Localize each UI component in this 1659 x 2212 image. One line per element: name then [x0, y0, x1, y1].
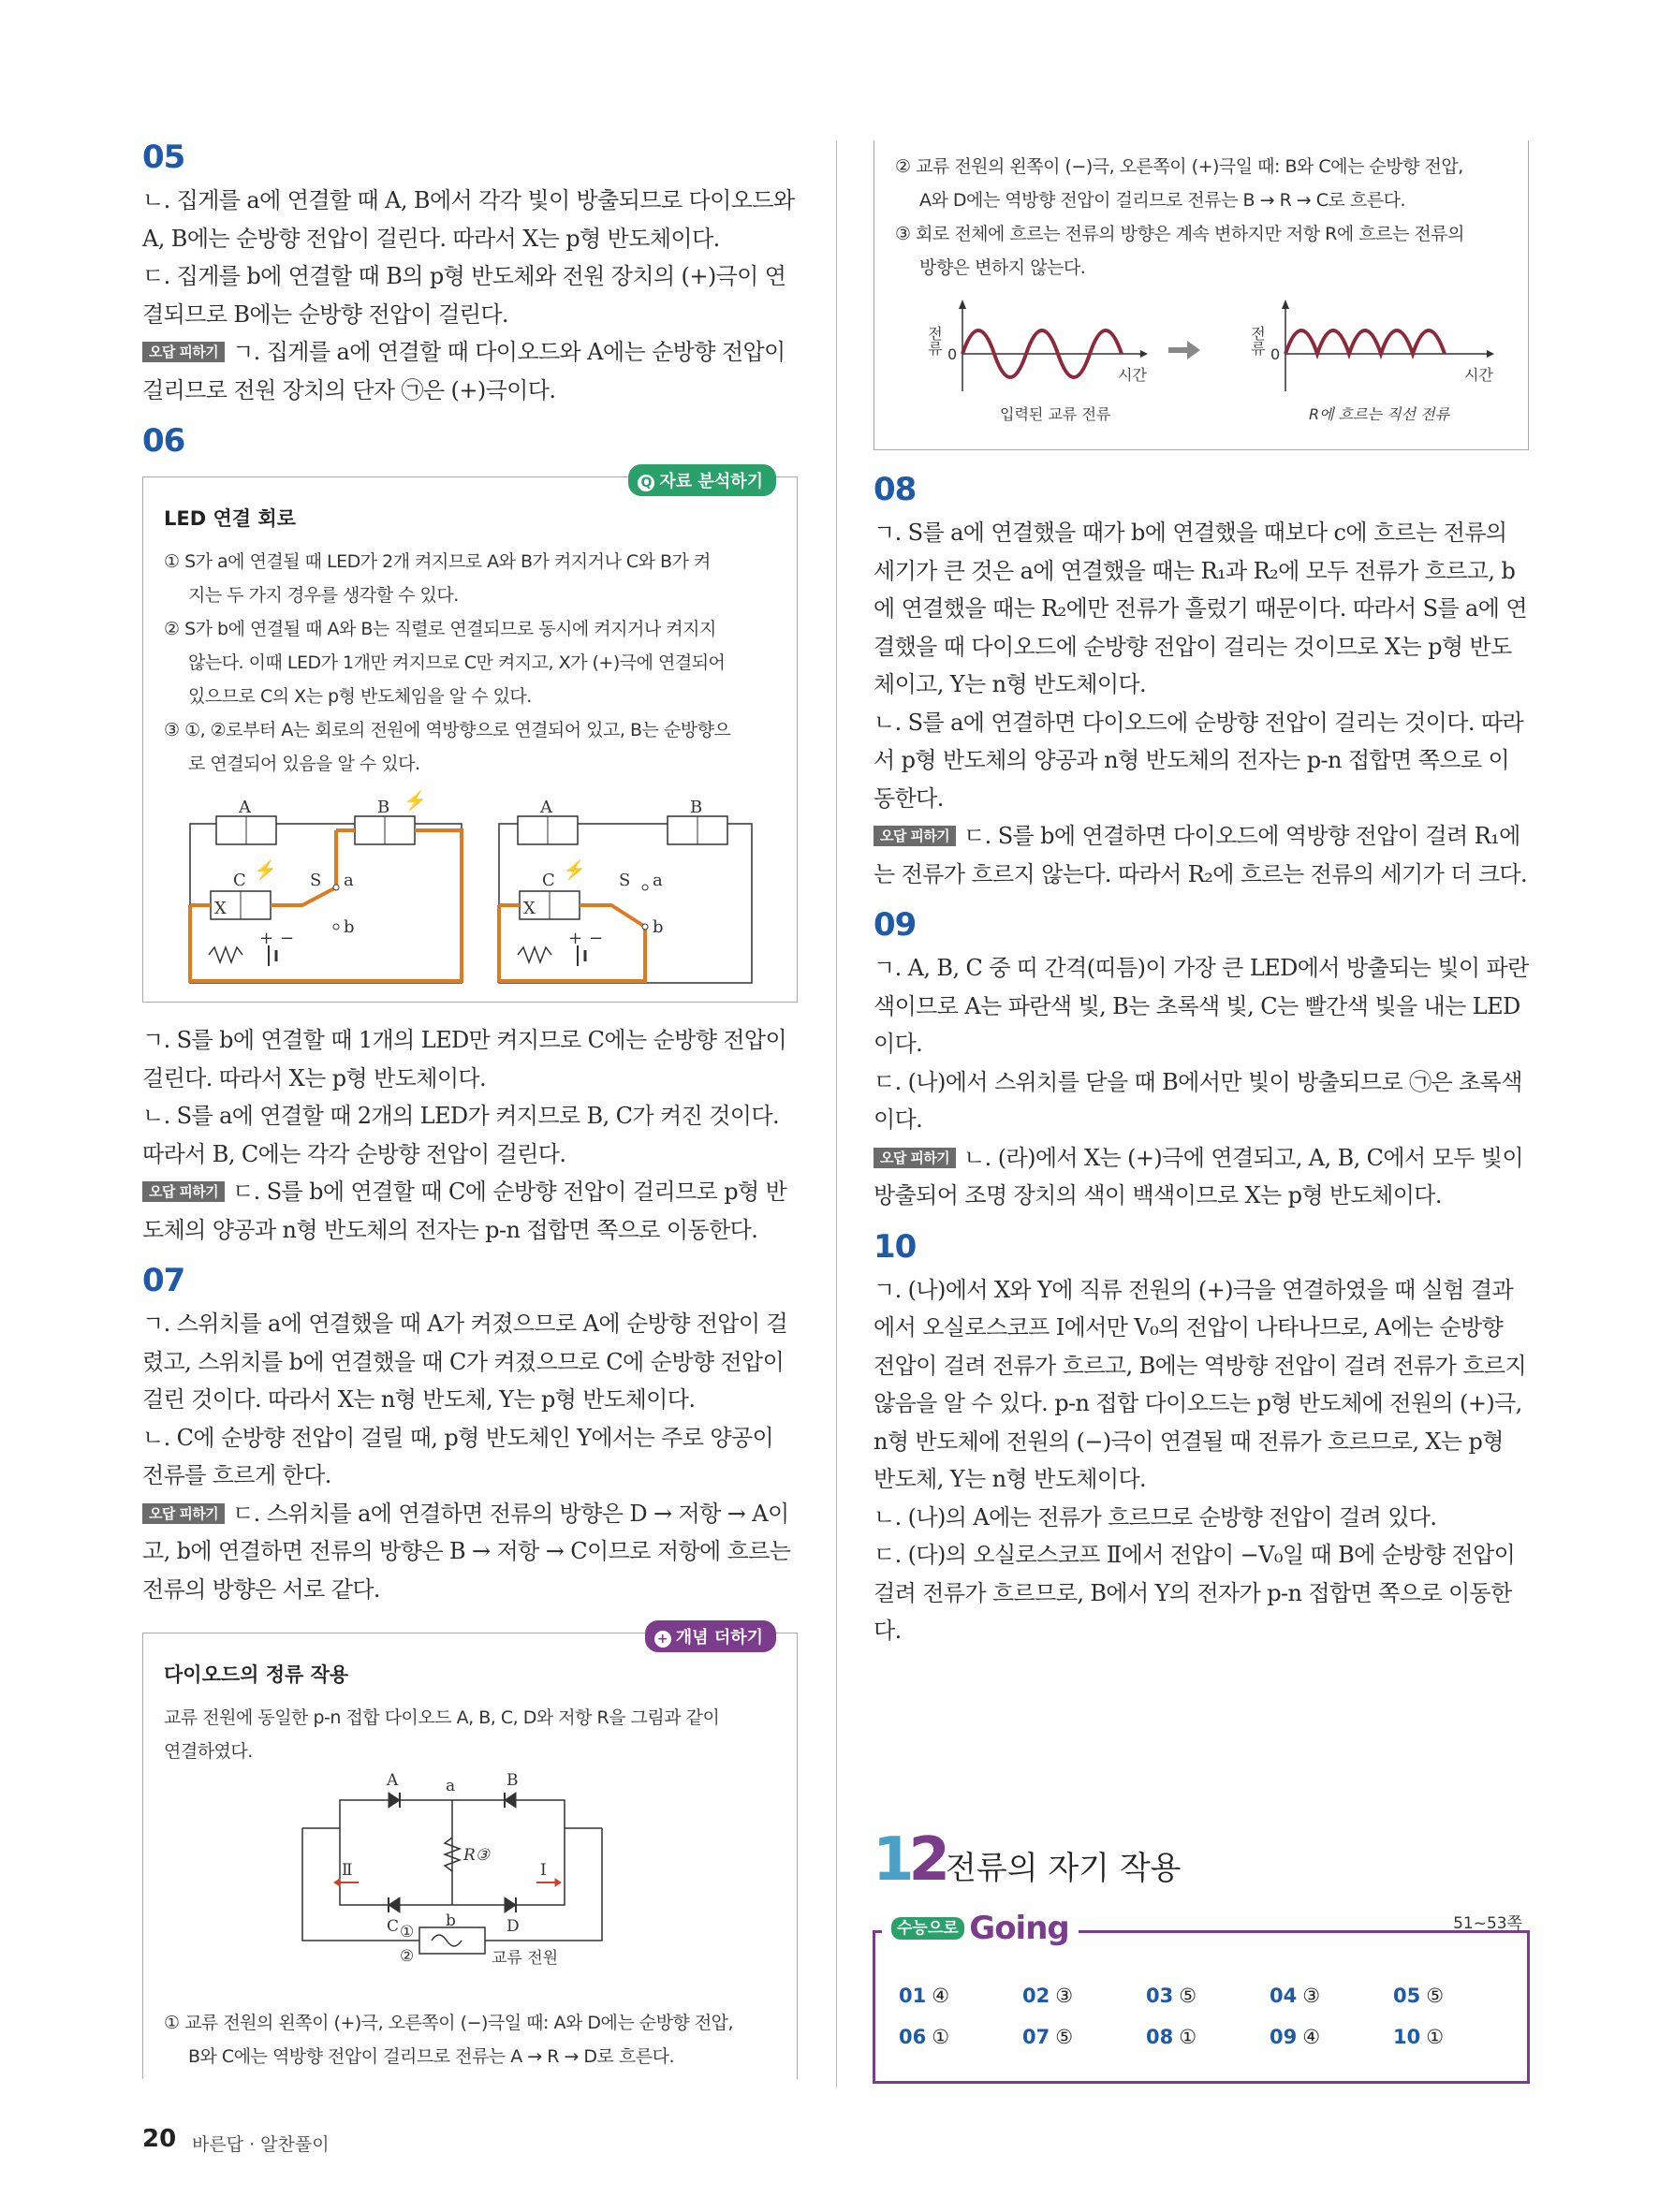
q07-box-line: A와 D에는 역방향 전압이 걸리므로 전류는 B → R → C로 흐른다. [919, 190, 1406, 211]
answer-item: 01 ④ [899, 1985, 950, 2007]
circuit-label: + [259, 929, 274, 948]
circuit-label: S [310, 871, 322, 890]
q06-box-title: LED 연결 회로 [164, 507, 296, 530]
answer-item: 09 ④ [1270, 2026, 1321, 2048]
circuit-label: C [233, 871, 246, 890]
diagram-label: Ⅱ [342, 1861, 353, 1880]
answer-item: 10 ① [1393, 2026, 1445, 2048]
answer-row [899, 2026, 1517, 2067]
q06-para3: 오답 피하기 ㄷ. S를 b에 연결할 때 C에 순방향 전압이 걸리므로 p형 반도체의 양공과 n형 반도체의 전자는 p-n 접합면 쪽으로 이동한다. [142, 1179, 787, 1243]
q07-box-line: ③ 회로 전체에 흐르는 전류의 방향은 계속 변하지만 저항 R에 흐르는 전류의 [895, 224, 1464, 244]
diagram-label: ① [400, 1923, 415, 1941]
q07-para3: 오답 피하기 ㄷ. 스위치를 a에 연결하면 전류의 방향은 D → 저항 → A이고, b에 연결하면 전류의 방향은 B → 저항 → C이므로 저항에 흐르는 전류의 방향은 서로 같다. [142, 1500, 791, 1603]
light-glow-icon: ⚡ [404, 789, 427, 812]
q06-para1: ㄱ. S를 b에 연결할 때 1개의 LED만 켜지므로 C에는 순방향 전압이 걸린다. 따라서 X는 p형 반도체이다. [142, 1027, 787, 1091]
diagram-label: A [387, 1771, 399, 1790]
q06-analysis-box [142, 472, 798, 1003]
q10-para2: ㄴ. (나)의 A에는 전류가 흐르므로 순방향 전압이 걸려 있다. [874, 1503, 1437, 1531]
magnifier-icon: Q [638, 475, 654, 491]
graph-ylabel: 전류 [925, 326, 944, 356]
q07-box-line: 교류 전원에 동일한 p-n 접합 다이오드 A, B, C, D와 저항 R을 그림과 같이 [164, 1707, 720, 1728]
circuit-label: b [344, 917, 355, 937]
circuit-label: − [280, 929, 295, 948]
graph-caption: R에 흐르는 직선 전류 [1309, 405, 1450, 423]
led-circuit-2 [499, 798, 752, 983]
chapter-number: 12 [873, 1825, 946, 1895]
left-column [142, 131, 798, 2079]
rectification-graphs [888, 298, 1524, 438]
q09-para1: ㄱ. A, B, C 중 띠 간격(띠틈)이 가장 큰 LED에서 방출되는 빛이 파란색이므로 A는 파란색 빛, B는 초록색 빛, C는 빨간색 빛을 내는 LED이다. [874, 955, 1529, 1057]
diagram-label: Ⅰ [540, 1861, 547, 1880]
q05-wrong-tag: 오답 피하기 [142, 342, 225, 362]
concept-plus-badge: + 개념 더하기 [645, 1620, 776, 1652]
graph-xlabel: 시간 [1464, 366, 1493, 384]
data-analysis-badge: Q 자료 분석하기 [628, 464, 776, 496]
diagram-label: 교류 전원 [492, 1949, 559, 1968]
q09-wrong-tag: 오답 피하기 [874, 1148, 956, 1168]
light-glow-icon: ⚡ [563, 858, 586, 881]
graph-ylabel: 전류 [1248, 326, 1267, 356]
graph-zero: 0 [947, 345, 958, 363]
graph-zero: 0 [1270, 345, 1281, 363]
q09-number: 09 [874, 906, 917, 944]
answer-key-box [873, 1910, 1528, 2087]
page-number: 20 [142, 2125, 177, 2153]
q06-para2: ㄴ. S를 a에 연결할 때 2개의 LED가 켜지므로 B, C가 켜진 것이다. 따라서 B, C에는 각각 순방향 전압이 걸린다. [142, 1103, 780, 1167]
q08-para3: 오답 피하기 ㄷ. S를 b에 연결하면 다이오드에 역방향 전압이 걸려 R₁에는 전류가 흐르지 않는다. 따라서 R₂에 흐르는 전류의 세기가 더 크다. [874, 823, 1528, 887]
q06-box-line: 있으므로 C의 X는 p형 반도체임을 알 수 있다. [188, 686, 532, 707]
diagram-label: C [387, 1917, 400, 1936]
answer-item: 07 ⑤ [1022, 2026, 1074, 2048]
answer-item: 06 ① [899, 2026, 950, 2048]
q07-concept-box-continued [874, 140, 1529, 450]
answer-item: 05 ⑤ [1393, 1985, 1445, 2007]
chapter-header [873, 1825, 1182, 1895]
answer-item: 03 ⑤ [1146, 1985, 1197, 2007]
diagram-label: B [507, 1771, 519, 1790]
q09-para3: 오답 피하기 ㄴ. (라)에서 X는 (+)극에 연결되고, A, B, C에서 모두 빛이 방출되어 조명 장치의 색이 백색이므로 X는 p형 반도체이다. [874, 1144, 1523, 1209]
q07-box-line: 연결하였다. [164, 1741, 253, 1762]
plus-icon: + [654, 1631, 671, 1648]
circuit-label: a [653, 871, 663, 890]
diagram-label: R③ [463, 1846, 491, 1865]
q06-box-line: ③ ①, ②로부터 A는 회로의 전원에 역방향으로 연결되어 있고, B는 순방향으 [164, 720, 731, 740]
circuit-label: S [619, 871, 631, 890]
circuit-label: − [589, 929, 604, 948]
q07-para2: ㄴ. C에 순방향 전압이 걸릴 때, p형 반도체인 Y에서는 주로 양공이 전류를 흐르게 한다. [142, 1424, 774, 1488]
q10-number: 10 [874, 1227, 917, 1266]
circuit-label: B [377, 798, 390, 817]
circuit-label: A [239, 798, 251, 817]
q07-number: 07 [142, 1262, 185, 1299]
q07-box-line: ② 교류 전원의 왼쪽이 (−)극, 오른쪽이 (+)극일 때: B와 C에는 순방향 전압, [895, 156, 1463, 177]
diagram-label: b [446, 1912, 456, 1930]
q08-para1: ㄱ. S를 a에 연결했을 때가 b에 연결했을 때보다 c에 흐르는 전류의 세기가 큰 것은 a에 연결했을 때는 R₁과 R₂에 모두 전류가 흐르고, b에 연결했을 때는 R₂에만 전류가 흘렀기 때문이다. 따라서 S를 a에 연결했을 때 다이오드에 순방향 전압이 걸리는 것이므로 X는 p형 반도체이고, Y는 n형 반도체이다. [874, 520, 1527, 697]
answer-item: 08 ① [1146, 2026, 1197, 2048]
circuit-label: A [540, 798, 552, 817]
q06-number: 06 [142, 422, 185, 460]
going-logo: 수능으로 Going [882, 1910, 1079, 1947]
circuit-label: b [653, 917, 664, 937]
led-circuit-1 [190, 789, 462, 983]
circuit-label: X [523, 899, 536, 918]
q06-box-line: 지는 두 가지 경우를 생각할 수 있다. [188, 585, 459, 606]
circuit-label: B [690, 798, 703, 817]
diagram-label: ② [400, 1947, 415, 1966]
graph-caption: 입력된 교류 전류 [1000, 405, 1111, 423]
q07-para1: ㄱ. 스위치를 a에 연결했을 때 A가 켜졌으므로 A에 순방향 전압이 걸렸고, 스위치를 b에 연결했을 때 C가 켜졌으므로 C에 순방향 전압이 걸린 것이다. 따라서 X는 n형 반도체, Y는 p형 반도체이다. [142, 1311, 788, 1413]
circuit-label: C [542, 871, 555, 890]
arrow-right-icon [1187, 341, 1200, 359]
q07-wrong-tag: 오답 피하기 [142, 1503, 225, 1524]
circuit-label: X [214, 899, 227, 918]
q10-para3: ㄷ. (다)의 오실로스코프 Ⅱ에서 전압이 −V₀일 때 B에 순방향 전압이 걸려 전류가 흐르므로, B에서 Y의 전자가 p-n 접합면 쪽으로 이동한다. [874, 1542, 1516, 1644]
q09-para2: ㄷ. (나)에서 스위치를 닫을 때 B에서만 빛이 방출되므로 ㉠은 초록색이다. [874, 1068, 1522, 1133]
q06-box-line: ② S가 b에 연결될 때 A와 B는 직렬로 연결되므로 동시에 켜지거나 켜지지 [164, 619, 716, 639]
q07-box-line: ① 교류 전원의 왼쪽이 (+)극, 오른쪽이 (−)극일 때: A와 D에는 순방향 전압, [164, 2013, 734, 2033]
q05-para1: ㄴ. 집게를 a에 연결할 때 A, B에서 각각 빛이 방출되므로 다이오드와 A, B에는 순방향 전압이 걸린다. 따라서 X는 p형 반도체이다. [142, 187, 795, 252]
q07-box-title: 다이오드의 정류 작용 [164, 1663, 349, 1686]
light-glow-icon: ⚡ [254, 858, 277, 881]
rectifier-bridge-diagram [302, 1763, 639, 1984]
q08-wrong-tag: 오답 피하기 [874, 826, 956, 846]
graph-xlabel: 시간 [1118, 366, 1147, 384]
q10-para1: ㄱ. (나)에서 X와 Y에 직류 전원의 (+)극을 연결하였을 때 실험 결과에서 오실로스코프 Ⅰ에서만 V₀의 전압이 나타나므로, A에는 순방향 전압이 걸려 전류가 흐르고, B에는 역방향 전압이 걸려 전류가 흐르지 않음을 알 수 있다. p-n 접합 다이오드는 p형 반도체에 전원의 (+)극, n형 반도체에 전원의 (−)극이 연결될 때 전류가 흐르므로, X는 p형 반도체, Y는 n형 반도체이다. [874, 1276, 1527, 1492]
column-divider [836, 140, 837, 2087]
q06-box-line: ① S가 a에 연결될 때 LED가 2개 켜지므로 A와 B가 켜지거나 C와 B가 켜 [164, 551, 711, 572]
q06-wrong-tag: 오답 피하기 [142, 1181, 225, 1202]
diagram-label: D [507, 1917, 520, 1936]
footer-title: 바른답 · 알찬풀이 [192, 2134, 330, 2155]
page-range: 51~53쪽 [1453, 1914, 1522, 1933]
right-column [874, 140, 1529, 1650]
q05-para3: 오답 피하기 ㄱ. 집게를 a에 연결할 때 다이오드와 A에는 순방향 전압이 걸리므로 전원 장치의 단자 ㉠은 (+)극이다. [142, 339, 785, 403]
diagram-label: a [446, 1777, 456, 1795]
answer-item: 02 ③ [1022, 1985, 1074, 2007]
answer-row [899, 1985, 1517, 2026]
led-circuit-diagram [171, 789, 771, 992]
answer-item: 04 ③ [1270, 1985, 1321, 2007]
circuit-label: a [344, 871, 354, 890]
q08-number: 08 [874, 471, 917, 508]
q06-box-line: 않는다. 이때 LED가 1개만 켜지므로 C만 켜지고, X가 (+)극에 연결되어 [188, 652, 726, 673]
q07-concept-box [142, 1628, 798, 2079]
q05-para2: ㄷ. 집게를 b에 연결할 때 B의 p형 반도체와 전원 장치의 (+)극이 연결되므로 B에는 순방향 전압이 걸린다. [142, 263, 786, 328]
chapter-title: 전류의 자기 작용 [946, 1850, 1182, 1887]
answer-grid [899, 1985, 1517, 2067]
q08-para2: ㄴ. S를 a에 연결하면 다이오드에 순방향 전압이 걸리는 것이다. 따라서 p형 반도체의 양공과 n형 반도체의 전자는 p-n 접합면 쪽으로 이동한다. [874, 709, 1524, 812]
circuit-label: + [568, 929, 583, 948]
q06-box-line: 로 연결되어 있음을 알 수 있다. [188, 754, 420, 774]
q07-box-line: 방향은 변하지 않는다. [919, 257, 1086, 278]
q05-number: 05 [142, 139, 185, 176]
q07-box-line: B와 C에는 역방향 전압이 걸리므로 전류는 A → R → D로 흐른다. [188, 2046, 675, 2067]
